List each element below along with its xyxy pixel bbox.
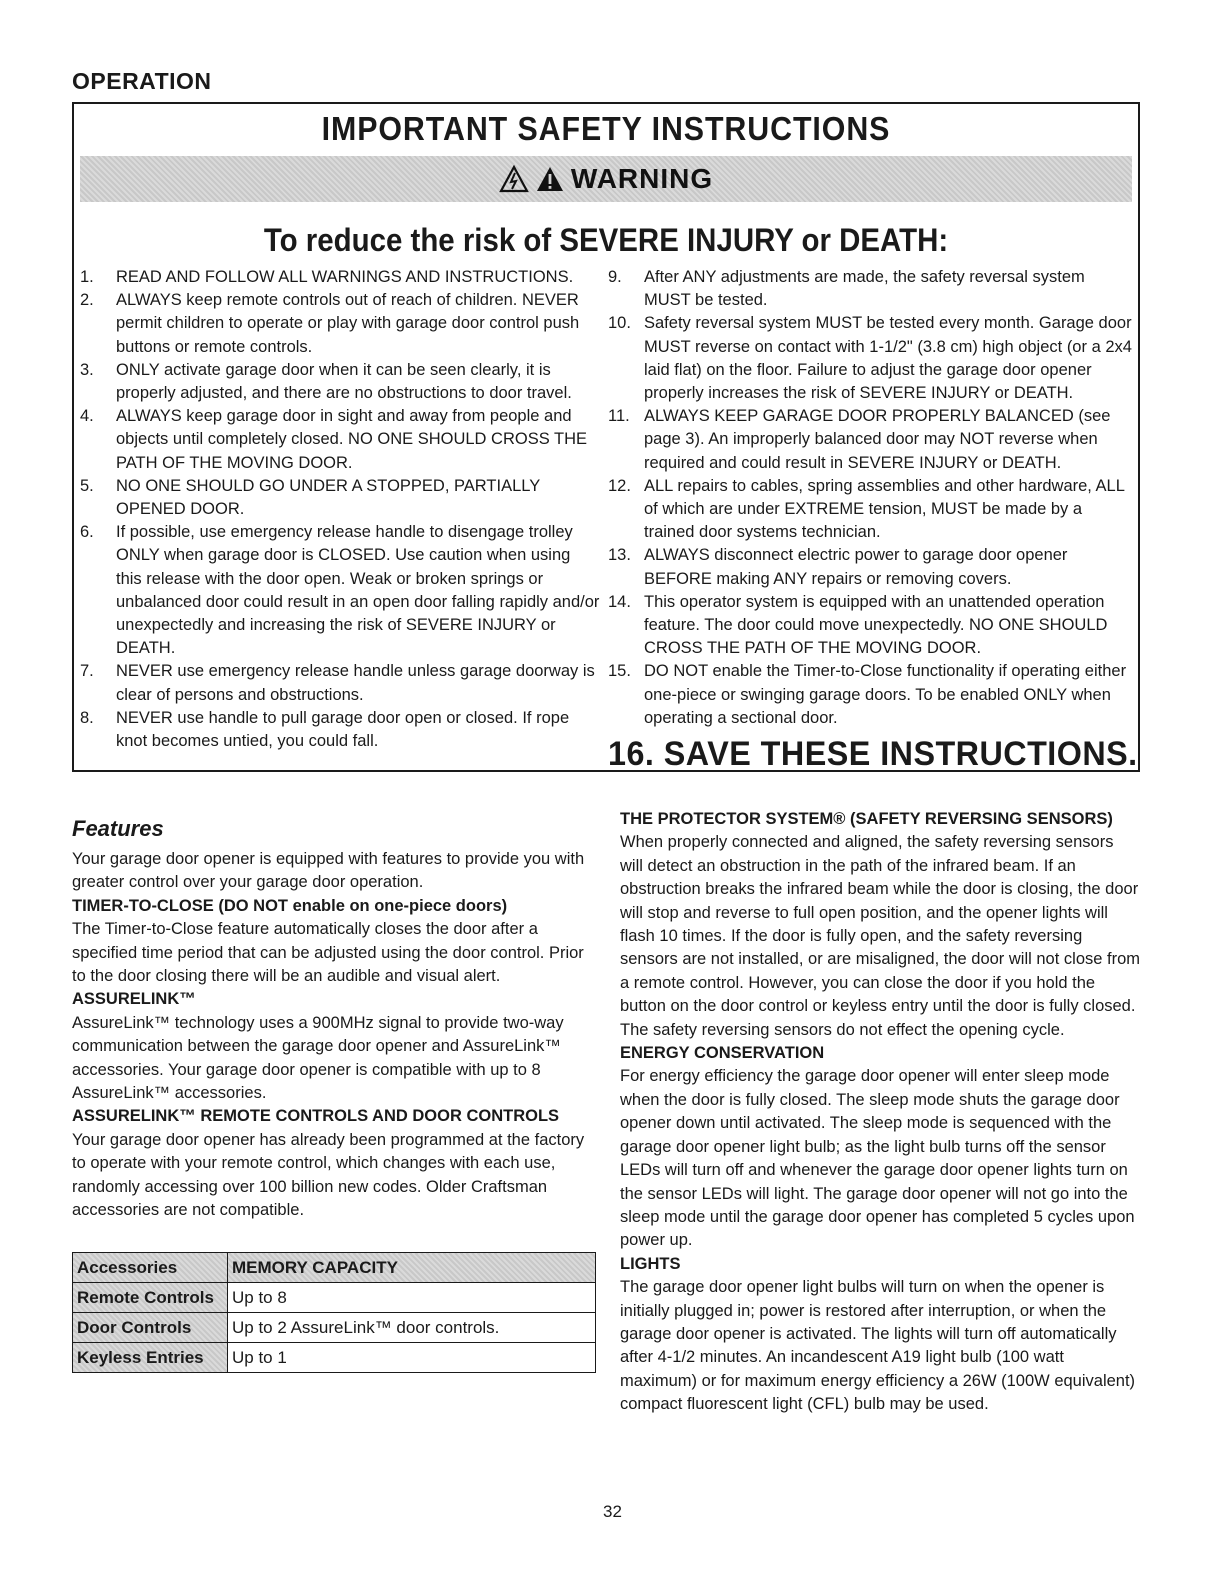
remote-controls-text: Your garage door opener has already been programmed at the factory to operate with your remote control, which changes with each use, randomly accessing over 100 billion new codes. Older Craftsman accessories are not compatible.: [72, 1130, 585, 1220]
risk-heading: To reduce the risk of SEVERE INJURY or DEATH:: [263, 222, 949, 258]
instruction-number: 11.: [608, 407, 630, 426]
instruction-item: [80, 359, 600, 405]
instruction-text: ONLY activate garage door when it can be seen clearly, it is properly adjusted, and there are no obstructions to door travel.: [116, 360, 572, 403]
instruction-item: [608, 266, 1134, 312]
instruction-item: [608, 591, 1134, 661]
instructions-left-column: [80, 266, 600, 753]
timer-to-close-heading: TIMER-TO-CLOSE (DO NOT enable on one-piece doors): [72, 896, 508, 915]
assurelink-text: AssureLink™ technology uses a 900MHz signal to provide two-way communication between the garage door opener and AssureLink™ accessories. Your garage door opener is compatible with up to 8 AssureLink™ accessories.: [72, 1013, 564, 1103]
instruction-number: 1.: [80, 268, 94, 286]
instruction-text: READ AND FOLLOW ALL WARNINGS AND INSTRUCTIONS.: [116, 268, 574, 286]
instruction-number: 6.: [80, 523, 94, 542]
instruction-number: 14.: [608, 592, 631, 611]
instruction-number: 5.: [80, 476, 94, 495]
warning-band: [80, 156, 1132, 202]
instruction-text: DO NOT enable the Timer-to-Close functionality if operating either one-piece or swinging garage doors. To be enabled ONLY when operating a sectional door.: [644, 662, 1127, 727]
timer-to-close-text: The Timer-to-Close feature automatically closes the door after a specified time period that can be adjusted using the door control. Prior to the door closing there will be an audible and visual alert.: [72, 920, 584, 986]
table-row: [73, 1343, 596, 1373]
instruction-item: [608, 405, 1134, 475]
safety-instructions-box: [72, 102, 1140, 772]
accessories-table: [72, 1252, 596, 1373]
energy-conservation-heading: ENERGY CONSERVATION: [620, 1044, 825, 1063]
table-cell: Door Controls: [73, 1313, 228, 1343]
instruction-text: Safety reversal system MUST be tested every month. Garage door MUST reverse on contact with 1-1/2" (3.8 cm) high object (or a 2x4 laid flat) on the floor. Failure to adjust the garage door opener properly increases the risk of SEVERE INJURY or DEATH.: [644, 314, 1132, 403]
table-cell: Up to 1: [228, 1343, 596, 1373]
instruction-number: 7.: [80, 662, 94, 681]
table-header-row: [73, 1253, 596, 1283]
table-row: [73, 1283, 596, 1313]
instruction-item: [608, 544, 1134, 590]
lights-text: The garage door opener light bulbs will turn on when the opener is initially plugged in; power is restored after interruption, or when the garage door opener is activated. The lights will turn off automatically after 4-1/2 minutes. An incandescent A19 light bulb (100 watt maximum) or for maximum energy efficiency a 26W (100W equivalent) compact fluorescent light (CFL) bulb may be used.: [620, 1278, 1136, 1414]
section-label: OPERATION: [72, 68, 212, 94]
table-cell: Up to 2 AssureLink™ door controls.: [228, 1313, 596, 1343]
lights-heading: LIGHTS: [620, 1254, 681, 1273]
save-instructions-heading: 16. SAVE THESE INSTRUCTIONS.: [608, 735, 1138, 774]
instruction-item: [608, 660, 1134, 730]
instruction-text: This operator system is equipped with an unattended operation feature. The door could move unexpectedly. NO ONE SHOULD CROSS THE PATH OF THE MOVING DOOR.: [644, 592, 1108, 658]
instruction-text: NEVER use emergency release handle unless garage doorway is clear of persons and obstructions.: [116, 662, 595, 704]
features-heading: Features: [72, 816, 164, 841]
energy-conservation-text: For energy efficiency the garage door opener will enter sleep mode when the door is fully closed. The sleep mode shuts the garage door opener down until activated. The sleep mode is sequenced with the garage door opener light bulb; as the light bulb turns off the sensor LEDs will turn off and whenever the garage door opener lights turn on the sensor LEDs will light. The garage door opener will not go into the sleep mode until the garage door opener has completed 5 cycles upon power up.: [620, 1067, 1135, 1250]
instruction-text: ALWAYS disconnect electric power to garage door opener BEFORE making ANY repairs or removing covers.: [644, 546, 1068, 588]
instruction-text: If possible, use emergency release handle to disengage trolley ONLY when garage door is CLOSED. Use caution when using this release with the door open. Weak or broken springs or unbalanced door could result in an open door falling rapidly and/or unexpectedly and increasing the risk of SEVERE INJURY or DEATH.: [116, 523, 600, 658]
features-intro: Your garage door opener is equipped with features to provide you with greater control over your garage door operation.: [72, 850, 585, 892]
safety-title: IMPORTANT SAFETY INSTRUCTIONS: [321, 110, 891, 147]
instruction-number: 13.: [608, 546, 631, 565]
instruction-item: [80, 405, 600, 475]
instruction-number: 2.: [80, 291, 94, 310]
electric-hazard-icon: [499, 165, 529, 193]
instruction-text: ALWAYS keep garage door in sight and away from people and objects until completely closed. NO ONE SHOULD CROSS THE PATH OF THE MOVING DOOR.: [116, 407, 588, 472]
table-row: [73, 1313, 596, 1343]
page-number: 32: [603, 1502, 622, 1521]
warning-triangle-icon: [535, 165, 565, 193]
protector-system-heading: THE PROTECTOR SYSTEM® (SAFETY REVERSING SENSORS): [620, 810, 1113, 828]
assurelink-heading: ASSURELINK™: [72, 990, 196, 1009]
sensors-column: [620, 808, 1140, 1417]
instruction-number: 15.: [608, 662, 631, 681]
warning-label: WARNING: [570, 163, 714, 194]
instruction-item: [608, 475, 1134, 545]
instructions-right-column: [608, 266, 1138, 774]
instruction-item: [80, 660, 600, 706]
instruction-item: [80, 475, 600, 521]
instruction-item: [80, 707, 600, 753]
instruction-number: 10.: [608, 314, 631, 333]
instruction-text: ALWAYS keep remote controls out of reach of children. NEVER permit children to operate or play with garage door control push buttons or remote controls.: [116, 291, 580, 356]
instruction-number: 8.: [80, 708, 94, 727]
table-cell: Remote Controls: [73, 1283, 228, 1313]
table-cell: Keyless Entries: [73, 1343, 228, 1373]
remote-controls-heading: ASSURELINK™ REMOTE CONTROLS AND DOOR CONTROLS: [72, 1107, 560, 1126]
instruction-item: [608, 312, 1134, 405]
instruction-item: [80, 521, 600, 660]
instruction-text: NEVER use handle to pull garage door open or closed. If rope knot becomes untied, you could fall.: [116, 708, 570, 751]
instruction-number: 12.: [608, 476, 631, 495]
instruction-number: 4.: [80, 407, 94, 426]
instruction-text: After ANY adjustments are made, the safety reversal system MUST be tested.: [644, 268, 1085, 310]
instruction-text: NO ONE SHOULD GO UNDER A STOPPED, PARTIALLY OPENED DOOR.: [116, 476, 540, 519]
instruction-number: 9.: [608, 268, 622, 286]
table-header-cell: MEMORY CAPACITY: [228, 1253, 596, 1283]
instruction-text: ALL repairs to cables, spring assemblies and other hardware, ALL of which are under EXTREME tension, MUST be made by a trained door systems technician.: [644, 476, 1125, 542]
table-header-cell: Accessories: [73, 1253, 228, 1283]
features-column: [72, 848, 592, 1223]
instruction-item: [80, 289, 600, 359]
instruction-text: ALWAYS KEEP GARAGE DOOR PROPERLY BALANCED (see page 3). An improperly balanced door may NOT reverse when required and could result in SEVERE INJURY or DEATH.: [644, 407, 1111, 472]
instruction-number: 3.: [80, 360, 94, 379]
protector-system-text: When properly connected and aligned, the safety reversing sensors will detect an obstruction in the path of the infrared beam. If an obstruction breaks the infrared beam while the door is closing, the door will stop and reverse to full open position, and the opener lights will flash 10 times. If the door is fully open, and the safety reversing sensors are not installed, or are misaligned, the door will not close from a remote control. However, you can close the door if you hold the button on the door control or keyless entry until the door is fully closed. The safety reversing sensors do not effect the opening cycle.: [620, 833, 1140, 1039]
instruction-item: [80, 266, 600, 289]
table-cell: Up to 8: [228, 1283, 596, 1313]
